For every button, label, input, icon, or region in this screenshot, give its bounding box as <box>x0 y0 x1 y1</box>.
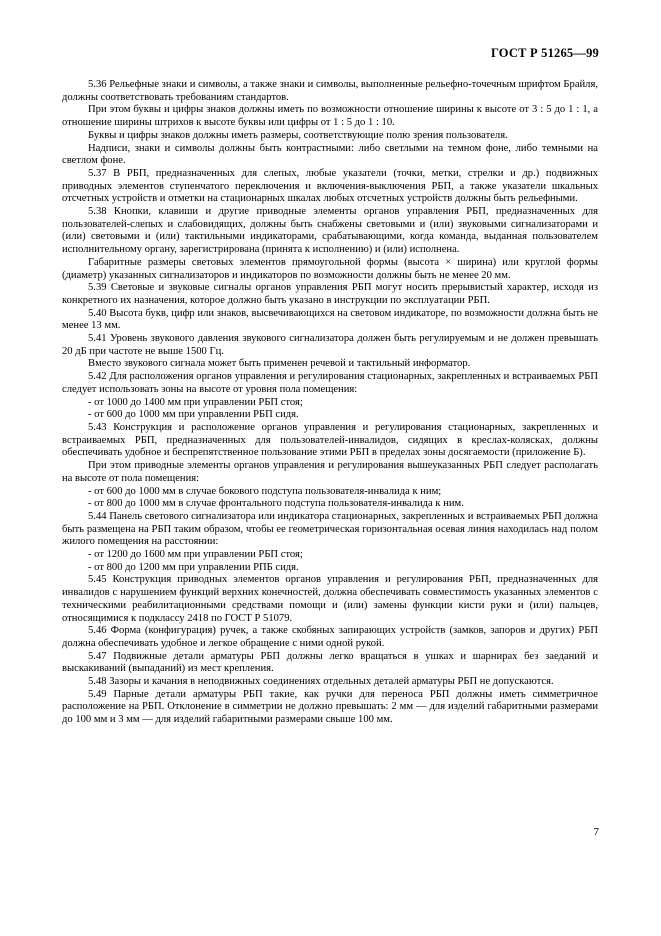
paragraph: Вместо звукового сигнала может быть применен речевой и тактильный информатор. <box>88 358 471 370</box>
paragraph: 5.36 Рельефные знаки и символы, а также знаки и символы, выполненные рельефно-точечным шрифтом Брайля, должны соответствовать требованиям стандартов. <box>62 79 598 103</box>
list-item: - от 600 до 1000 мм при управлении РБП сидя. <box>88 409 299 421</box>
list-item: - от 800 до 1200 мм при управлении РПБ сидя. <box>88 561 299 573</box>
paragraph: 5.43 Конструкция и расположение органов управления и регулирования стационарных, закрепленных и встраиваемых РБП, предназначенных для пользователей-инвалидов, сидящих в креслах-колясках, должны обеспечивать удобное и беспрепятственное пользование этими РБП в пределах зоны досягаемости (приложение Б). <box>62 421 598 459</box>
list-item: - от 1200 до 1600 мм при управлении РБП стоя; <box>88 549 303 561</box>
paragraph: 5.39 Световые и звуковые сигналы органов управления РБП могут носить прерывистый характер, исходя из конкретного их назначения, которое должно быть указано в инструкции по эксплуатации РБП. <box>62 282 598 306</box>
paragraph: 5.48 Зазоры и качания в неподвижных соединениях отдельных деталей арматуры РБП не допускаются. <box>88 676 554 688</box>
page-number: 7 <box>593 826 599 838</box>
paragraph: При этом приводные элементы органов управления и регулирования вышеуказанных РБП следует располагать на высоте от пола помещения: <box>62 460 598 484</box>
paragraph: 5.47 Подвижные детали арматуры РБП должны легко вращаться в ушках и шарнирах без заеданий и выскакиваний (выпаданий) из мест крепления. <box>62 650 598 675</box>
document-body <box>62 79 598 727</box>
document-code: ГОСТ Р 51265—99 <box>490 46 599 60</box>
list-item: - от 1000 до 1400 мм при управлении РБП стоя; <box>88 396 303 408</box>
paragraph: 5.49 Парные детали арматуры РБП такие, как ручки для переноса РБП должны иметь симметричное расположение на РБП. Отклонение в симметрии не должно превышать: 2 мм — для изделий габаритными размерами до 100 мм и 3 мм — для изделий габаритными размерами свыше 100 мм. <box>62 688 598 726</box>
paragraph: 5.45 Конструкция приводных элементов органов управления и регулирования РБП, предназначенных для инвалидов с нарушением функций верхних конечностей, должна обеспечивать совместимость указанных элементов с техническими реабилитационными средствами помощи и (или) замены функции кисти руки и (или) пальцев, относящимися к подклассу 2418 по ГОСТ Р 51079. <box>62 574 598 624</box>
paragraph: 5.40 Высота букв, цифр или знаков, высвечивающихся на световом индикаторе, по возможности должна быть не менее 13 мм. <box>62 307 598 332</box>
list-item: - от 800 до 1000 мм в случае фронтального подступа пользователя-инвалида к ним. <box>88 498 464 510</box>
paragraph: 5.41 Уровень звукового давления звукового сигнализатора должен быть регулируемым и не должен превышать 20 дБ при частоте не выше 1500 Гц. <box>62 333 598 357</box>
paragraph: 5.44 Панель светового сигнализатора или индикатора стационарных, закрепленных и встраиваемых РБП должна быть размещена на РБП таким образом, чтобы ее геометрическая горизонтальная осевая линия находилась над полом жилого помещения на расстоянии: <box>62 510 598 548</box>
paragraph: 5.38 Кнопки, клавиши и другие приводные элементы органов управления РБП, предназначенных для пользователей-слепых и слабовидящих, должны быть снабжены световыми и (или) звуковыми сигнализаторами и (или) световыми и (или) тактильными индикаторами, срабатывающими, когда команда, выданная пользователем исполнительному органу, зарегистрирована (принята к исполнению) и (или) исполнена. <box>62 206 598 256</box>
paragraph: Надписи, знаки и символы должны быть контрастными: либо светлыми на темном фоне, либо темными на светлом фоне. <box>62 142 598 167</box>
paragraph: 5.37 В РБП, предназначенных для слепых, любые указатели (точки, метки, стрелки и др.) подвижных приводных элементов ступенчатого переключения и включения-выключения РБП, а также указатели шкальных отсчетных устройств и отметки на стационарных шкалах любых отсчетных устройств должны быть рельефными. <box>62 167 598 205</box>
paragraph: Габаритные размеры световых элементов прямоугольной формы (высота × ширина) или круглой формы (диаметр) указанных сигнализаторов и индикаторов по возможности должны быть не менее 20 мм. <box>62 256 598 281</box>
paragraph: 5.46 Форма (конфигурация) ручек, а также скобяных запирающих устройств (замков, запоров и других) РБП должна обеспечивать удобное и легкое обращение с ними одной рукой. <box>62 625 598 649</box>
list-item: - от 600 до 1000 мм в случае бокового подступа пользователя-инвалида к ним; <box>88 485 442 497</box>
paragraph: При этом буквы и цифры знаков должны иметь по возможности отношение ширины к высоте от 3 : 5 до 1 : 1, а отношение ширины штрихов к высоте буквы или цифры от 1 : 5 до 1 : 10. <box>62 104 598 129</box>
paragraph: Буквы и цифры знаков должны иметь размеры, соответствующие полю зрения пользователя. <box>88 129 508 141</box>
paragraph: 5.42 Для расположения органов управления и регулирования стационарных, закрепленных и встраиваемых РБП следует использовать зоны на высоте от уровня пола помещения: <box>62 371 598 395</box>
